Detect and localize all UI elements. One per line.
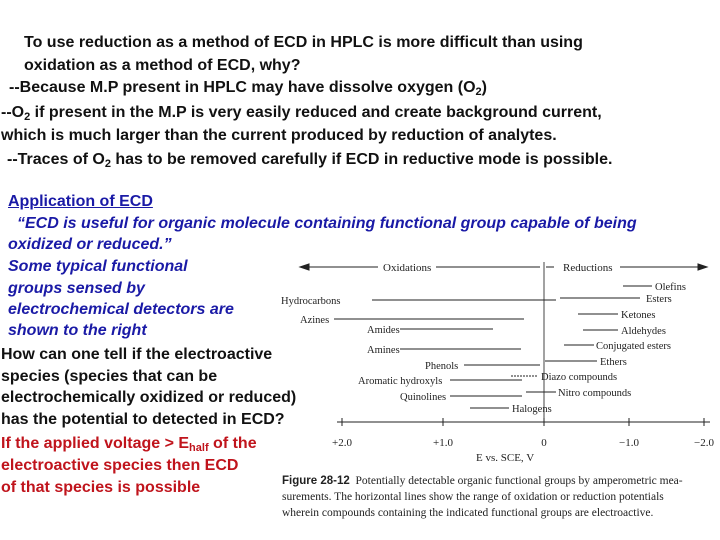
question-line-3: electrochemically oxidized or reduced) <box>1 389 297 406</box>
axis-title: E vs. SCE, V <box>476 452 535 464</box>
right-group-label: Ethers <box>600 357 627 368</box>
answer-line-2: electroactive species then ECD <box>1 457 239 474</box>
question-line-4: has the potential to detected in ECD? <box>1 411 285 428</box>
reductions-arrowhead <box>698 264 707 270</box>
intro-line-2: oxidation as a method of ECD, why? <box>24 57 301 74</box>
figure-caption <box>282 473 718 521</box>
left-group-label: Amides <box>367 325 400 336</box>
caption-line-3: wherein compounds containing the indicated functional groups are electroactive. <box>282 507 654 519</box>
axis-tick-label: 0 <box>541 437 547 449</box>
axis-tick-label: −1.0 <box>619 437 639 449</box>
right-group-label: Esters <box>646 294 672 305</box>
right-group-label: Ketones <box>621 310 656 321</box>
typical-line-3: electrochemical detectors are <box>8 301 234 318</box>
question-line-1: How can one tell if the electroactive <box>1 346 273 363</box>
quote-line-2: oxidized or reduced.” <box>8 236 172 253</box>
typical-line-4: shown to the right <box>8 322 147 339</box>
left-group-label: Hydrocarbons <box>281 296 341 307</box>
intro-line-1: To use reduction as a method of ECD in HPLC is more difficult than using <box>24 34 583 51</box>
intro-line-4: $--O_2$ if present in the M.P is very easily reduced and create background current, <box>1 104 602 123</box>
right-group-label: Diazo compounds <box>541 372 618 383</box>
caption-line-1: Potentially detectable organic functional groups by amperometric mea- <box>355 475 683 487</box>
reductions-label: Reductions <box>563 262 613 274</box>
caption-label: Figure 28-12 <box>282 475 350 487</box>
answer-line-1: If the applied voltage > $E_{half}$ of the <box>1 435 257 454</box>
axis-tick-label: +1.0 <box>433 437 453 449</box>
intro-line-6: --Traces of $O_2$ has to be removed carefully if ECD in reductive mode is possible. <box>7 151 613 170</box>
intro-line-3: --Because M.P present in HPLC may have dissolve oxygen $(O_2)$ <box>9 79 487 98</box>
right-group-label: Conjugated esters <box>596 341 671 352</box>
left-group-label: Aromatic hydroxyls <box>358 376 443 387</box>
quote-line-1: “ECD is useful for organic molecule containing functional group capable of being <box>17 215 637 232</box>
left-group-label: Amines <box>367 345 400 356</box>
question-line-2: species (species that can be <box>1 368 218 385</box>
right-group-label: Olefins <box>655 282 686 293</box>
intro-line-5: which is much larger than the current produced by reduction of analytes. <box>1 127 557 144</box>
right-group-label: Halogens <box>512 404 552 415</box>
application-heading: Application of ECD <box>8 193 153 210</box>
oxidations-label: Oxidations <box>383 262 432 274</box>
typical-line-1: Some typical functional <box>8 258 188 275</box>
oxidations-arrowhead <box>300 264 309 270</box>
axis-tick-label: −2.0 <box>694 437 714 449</box>
left-group-label: Phenols <box>425 361 459 372</box>
typical-line-2: groups sensed by <box>8 280 145 297</box>
left-group-label: Azines <box>300 315 330 326</box>
answer-line-3: of that species is possible <box>1 479 201 496</box>
right-group-label: Nitro compounds <box>558 388 632 399</box>
left-group-label: Quinolines <box>400 392 447 403</box>
axis-tick-label: +2.0 <box>332 437 352 449</box>
caption-line-2: surements. The horizontal lines show the range of oxidation or reduction potentials <box>282 491 664 503</box>
right-group-label: Aldehydes <box>621 326 666 337</box>
